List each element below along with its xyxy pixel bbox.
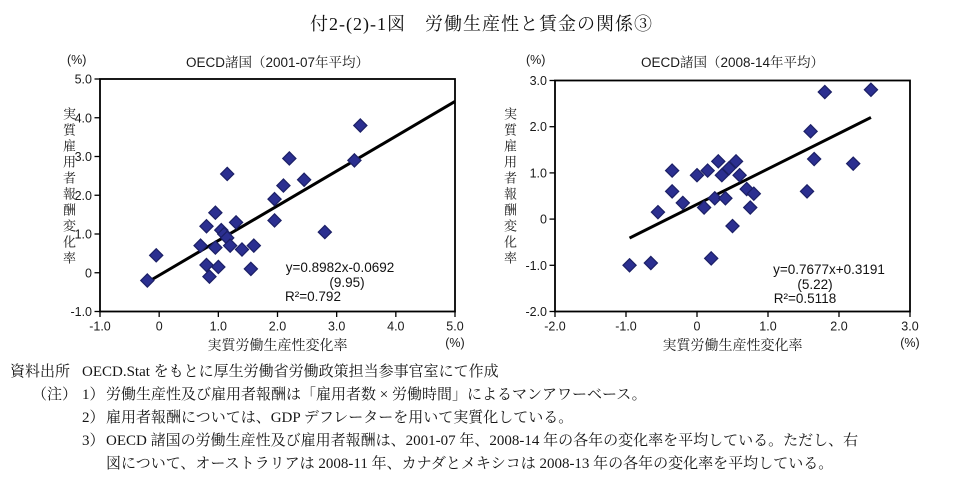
scatter-plot-right bbox=[500, 45, 940, 360]
data-point bbox=[651, 206, 664, 219]
data-point bbox=[203, 270, 216, 283]
figure-title: 付2-(2)-1図 労働生産性と賃金の関係③ bbox=[310, 14, 653, 34]
x-tick-label: -2.0 bbox=[544, 319, 566, 334]
note-2-num: 2） bbox=[82, 410, 105, 426]
data-point bbox=[235, 243, 248, 256]
note-2-text: 雇用者報酬については、GDP デフレーターを用いて実質化している。 bbox=[106, 410, 574, 426]
data-point bbox=[666, 164, 679, 177]
data-point bbox=[318, 225, 331, 238]
data-point bbox=[268, 214, 281, 227]
r-squared-left: R²=0.792 bbox=[285, 289, 341, 304]
data-point bbox=[244, 262, 257, 275]
data-point bbox=[666, 185, 679, 198]
x-tick-label: 2.0 bbox=[830, 319, 848, 334]
data-point bbox=[209, 241, 222, 254]
chart-title-right: OECD諸国（2008-14年平均） bbox=[640, 55, 825, 70]
note-1-text: 労働生産性及び雇用者報酬は「雇用者数 × 労働時間」によるマンアワーベース。 bbox=[106, 387, 647, 403]
data-point bbox=[200, 258, 213, 271]
source-text: OECD.Stat をもとに厚生労働省労働政策担当参事官室にて作成 bbox=[82, 364, 499, 380]
y-tick-label: -1.0 bbox=[70, 305, 92, 319]
x-tick-label: -1.0 bbox=[615, 319, 637, 334]
x-tick-label: -1.0 bbox=[89, 319, 111, 334]
data-point bbox=[712, 155, 725, 168]
data-point bbox=[847, 157, 860, 170]
y-tick-label: -1.0 bbox=[525, 258, 547, 273]
y-tick-label: 5.0 bbox=[74, 72, 92, 87]
x-tick-label: 1.0 bbox=[759, 319, 777, 334]
x-tick-label: 4.0 bbox=[387, 319, 405, 334]
data-point bbox=[800, 185, 813, 198]
data-point bbox=[808, 152, 821, 165]
data-point bbox=[194, 239, 207, 252]
data-point bbox=[705, 252, 718, 265]
y-tick-label: 3.0 bbox=[74, 150, 92, 164]
data-point bbox=[818, 85, 831, 98]
y-tick-label: 2.0 bbox=[74, 188, 92, 203]
data-point bbox=[221, 167, 234, 180]
y-tick-label: 1.0 bbox=[529, 166, 547, 181]
chart-left bbox=[55, 45, 495, 360]
x-tick-label: 0 bbox=[693, 319, 701, 334]
y-tick-label: -2.0 bbox=[525, 305, 547, 319]
trend-line bbox=[144, 101, 455, 284]
y-tick-label: 0 bbox=[540, 212, 547, 227]
data-point bbox=[354, 119, 367, 132]
data-point bbox=[726, 219, 739, 232]
data-point bbox=[200, 220, 213, 233]
y-tick-label: 1.0 bbox=[74, 227, 92, 242]
regression-equation-left: y=0.8982x-0.0692 bbox=[285, 260, 395, 275]
y-axis-unit-right: (%) bbox=[526, 53, 546, 67]
r-squared-right: R²=0.5118 bbox=[773, 291, 837, 306]
note-3-num: 3） bbox=[82, 433, 105, 449]
x-axis-label-left: 実質労働生産性変化率 bbox=[207, 337, 348, 353]
scatter-plot-left bbox=[55, 45, 495, 360]
data-point bbox=[209, 206, 222, 219]
data-point bbox=[212, 260, 225, 273]
y-axis-label-right: 実質雇用者報酬変化率 bbox=[502, 107, 517, 267]
data-point bbox=[150, 249, 163, 262]
x-tick-label: 0 bbox=[155, 319, 163, 334]
trend-line bbox=[630, 117, 871, 238]
data-point bbox=[277, 179, 290, 192]
note-1-num: 1） bbox=[82, 387, 105, 403]
x-tick-label: 1.0 bbox=[209, 319, 228, 334]
x-tick-label: 2.0 bbox=[268, 319, 287, 334]
x-tick-label: 3.0 bbox=[901, 319, 919, 334]
y-tick-label: 3.0 bbox=[529, 74, 547, 88]
data-point bbox=[283, 152, 296, 165]
data-point bbox=[247, 239, 260, 252]
regression-equation-right: y=0.7677x+0.3191 bbox=[773, 262, 885, 277]
x-tick-label: 3.0 bbox=[327, 319, 346, 334]
y-axis-unit-left: (%) bbox=[67, 53, 87, 67]
x-axis-unit-left: (%) bbox=[445, 336, 465, 350]
notes-label: （注） bbox=[32, 387, 78, 403]
data-point bbox=[141, 274, 154, 287]
source-label: 資料出所 bbox=[10, 364, 71, 380]
note-3-text-continued: 図について、オーストラリアは 2008-11 年、カナダとメキシコは 2008-13 年の各年の変化率を平均している。 bbox=[106, 456, 834, 472]
t-value-right: (5.22) bbox=[797, 277, 833, 292]
chart-title-left: OECD諸国（2001-07年平均） bbox=[185, 55, 370, 70]
data-point bbox=[804, 125, 817, 138]
data-point bbox=[864, 83, 877, 96]
x-tick-label: 5.0 bbox=[446, 319, 464, 334]
x-axis-unit-right: (%) bbox=[900, 336, 920, 350]
data-point bbox=[623, 259, 636, 272]
y-axis-label-left: 実質雇用者報酬変化率 bbox=[61, 107, 76, 267]
y-tick-label: 2.0 bbox=[529, 120, 547, 135]
t-value-left: (9.95) bbox=[329, 275, 365, 290]
x-axis-label-right: 実質労働生産性変化率 bbox=[662, 337, 803, 353]
data-point bbox=[644, 256, 657, 269]
chart-right bbox=[500, 45, 940, 360]
y-tick-label: 4.0 bbox=[74, 111, 92, 126]
data-point bbox=[744, 201, 757, 214]
y-tick-label: 0 bbox=[85, 266, 92, 281]
data-point bbox=[298, 173, 311, 186]
note-3-text: OECD 諸国の労働生産性及び雇用者報酬は、2001-07 年、2008-14 年の各年の変化率を平均している。ただし、右 bbox=[106, 433, 859, 449]
